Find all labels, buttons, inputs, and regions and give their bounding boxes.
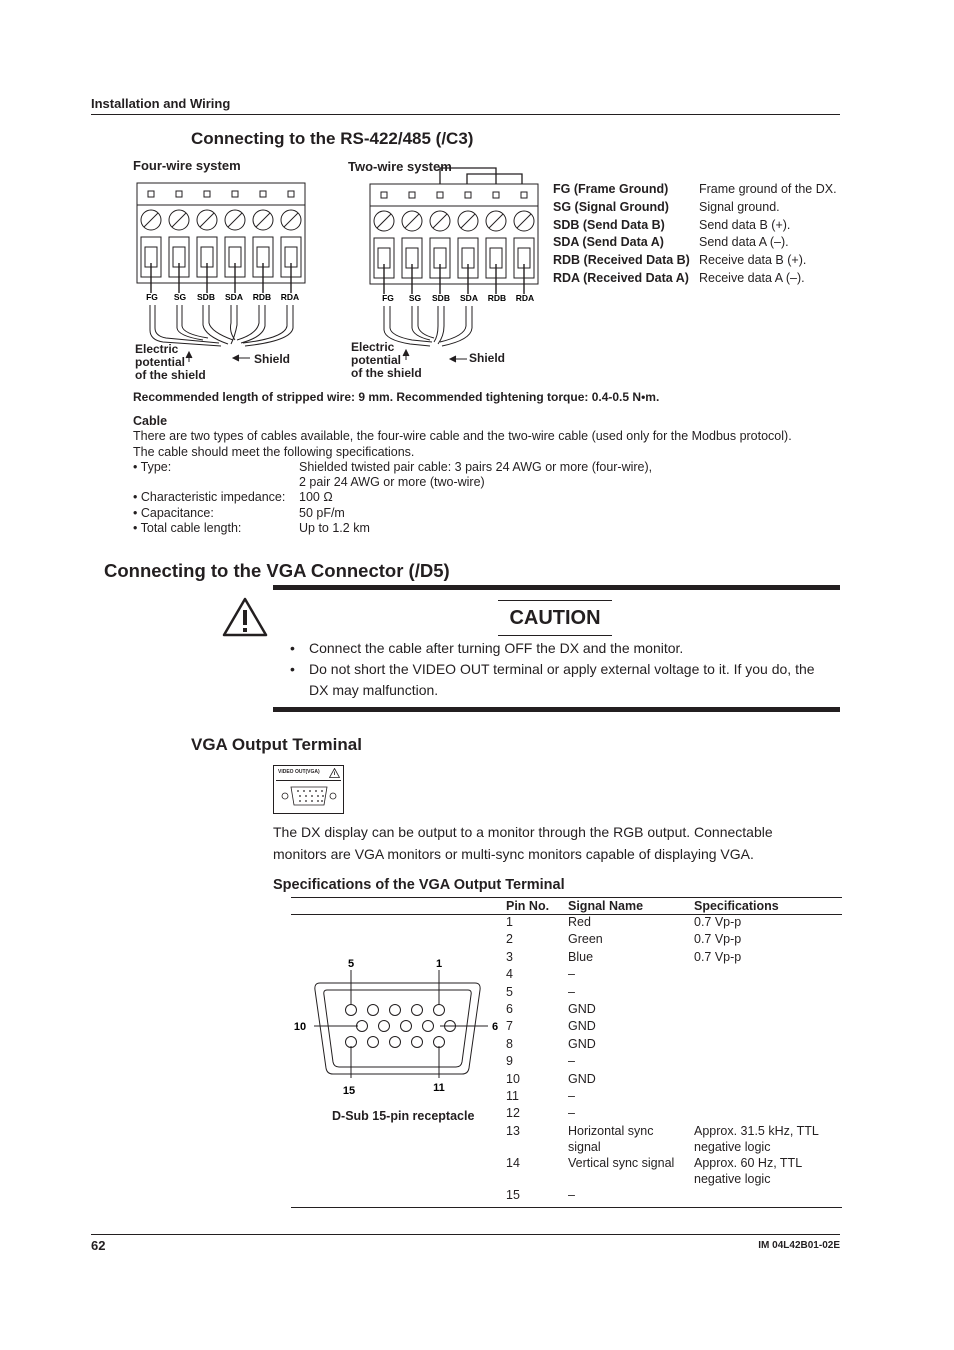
rs-section-title: Connecting to the RS-422/485 (/C3) — [191, 129, 474, 148]
dsub-pin — [401, 1021, 412, 1032]
fw-electric-line3: of the shield — [135, 368, 206, 382]
fw-term-sda: SDA — [225, 292, 243, 302]
dsub-pin1-label: 1 — [435, 958, 443, 970]
caution-bottom-bar — [273, 707, 840, 712]
dsub-pin — [423, 1021, 434, 1032]
def-row-sg — [553, 200, 780, 214]
table-row — [500, 984, 836, 1001]
spec-key: • Type: — [133, 459, 172, 474]
table-row — [500, 1155, 836, 1187]
def-row-rda — [553, 271, 805, 285]
spec-key: • Capacitance: — [133, 505, 214, 520]
def-row-fg — [553, 182, 837, 196]
dsub-pin — [368, 1005, 379, 1016]
spec-value: 50 pF/m — [299, 505, 345, 520]
specification: Approx. 60 Hz, TTL negative logic — [694, 1155, 802, 1186]
recommend-note: Recommended length of stripped wire: 9 mm. Recommended tightening torque: 0.4-0.5 N•m. — [133, 390, 660, 404]
tw-term-sda: SDA — [460, 293, 478, 303]
specification — [688, 1001, 836, 1018]
fw-term-sg: SG — [173, 292, 187, 302]
fw-electric-line1: Electric — [135, 342, 179, 356]
tw-term-rdb: RDB — [487, 293, 507, 303]
specification: 0.7 Vp-p — [694, 949, 742, 964]
dsub-pin — [412, 1037, 423, 1048]
fw-term-rda: RDA — [280, 292, 300, 302]
def-desc: Send data A (–). — [699, 235, 789, 249]
def-term: RDA (Received Data A) — [553, 271, 689, 285]
cable-block — [133, 414, 833, 536]
table-header-row — [500, 897, 836, 914]
spec-value: Up to 1.2 km — [299, 521, 370, 536]
signal-name: GND — [568, 1071, 596, 1086]
def-term: SG (Signal Ground) — [553, 200, 669, 214]
pin-number: 5 — [506, 984, 513, 999]
vga-description: The DX display can be output to a monitor through the RGB output. Connectable monitors are VGA monitors or multi-sync monitors capable of displaying VGA. — [273, 824, 773, 862]
specification — [688, 1036, 836, 1053]
signal-name: GND — [568, 1019, 596, 1034]
signal-name: Blue — [568, 949, 594, 964]
signal-name: Horizontal sync signal — [568, 1123, 654, 1154]
fw-electric-line2: potential — [135, 355, 185, 369]
dsub-pin5-label: 5 — [347, 958, 355, 970]
dsub-pin11-label: 11 — [433, 1082, 445, 1094]
def-term: FG (Frame Ground) — [553, 182, 669, 196]
vga-section-title: Connecting to the VGA Connector (/D5) — [104, 560, 450, 581]
vga-port-label: VIDEO OUT(VGA) — [278, 769, 320, 775]
tw-term-fg: FG — [382, 293, 394, 303]
table-row — [500, 1088, 836, 1105]
dsub-pin — [379, 1021, 390, 1032]
col-signal-name: Signal Name — [568, 898, 644, 913]
def-desc: Receive data B (+). — [699, 253, 807, 267]
specification — [688, 1053, 836, 1070]
vga-port-illustration — [273, 765, 344, 814]
page-number: 62 — [91, 1238, 106, 1253]
signal-name: Vertical sync signal — [568, 1155, 675, 1170]
def-term: SDB (Send Data B) — [553, 218, 665, 232]
def-row-rdb — [553, 253, 807, 267]
def-row-sdb — [553, 218, 791, 232]
cable-spec-capacitance — [133, 506, 833, 521]
tw-electric-line1: Electric — [351, 340, 395, 354]
dsub-pin — [390, 1037, 401, 1048]
table-row — [500, 931, 836, 948]
pin-number: 3 — [506, 949, 513, 964]
def-term: RDB (Received Data B) — [553, 253, 690, 267]
warning-icon — [222, 597, 268, 637]
tw-electric-line2: potential — [351, 353, 401, 367]
spec-value-2: 2 pair 24 AWG or more (two-wire) — [299, 475, 485, 490]
vga-warning-icon — [329, 768, 340, 778]
tw-shield-label: Shield — [469, 351, 506, 365]
caution-item-text: Do not short the VIDEO OUT terminal or apply external voltage to it. If you do, the DX may malfunction. — [309, 661, 815, 698]
tw-term-sdb: SDB — [432, 293, 450, 303]
table-row — [500, 914, 836, 931]
specification — [688, 984, 836, 1001]
pin-number: 14 — [506, 1155, 520, 1170]
dsub-pin6-label: 6 — [491, 1021, 499, 1033]
tw-electric-line3: of the shield — [351, 366, 422, 380]
def-desc: Send data B (+). — [699, 218, 791, 232]
dsub-pin — [412, 1005, 423, 1016]
pin-number: 9 — [506, 1054, 513, 1069]
def-desc: Receive data A (–). — [699, 271, 805, 285]
specification — [688, 1071, 836, 1088]
two-wire-label: Two-wire system — [348, 159, 452, 174]
table-row — [500, 966, 836, 983]
fw-term-rdb: RDB — [252, 292, 272, 302]
cable-p2: The cable should meet the following specifications. — [133, 444, 415, 459]
signal-name: Green — [568, 932, 603, 947]
pin-number: 7 — [506, 1019, 513, 1034]
footer-rule — [91, 1234, 840, 1235]
tw-term-sg: SG — [408, 293, 422, 303]
specification — [688, 1088, 836, 1105]
vga-output-heading: VGA Output Terminal — [191, 735, 362, 754]
specification: 0.7 Vp-p — [694, 932, 742, 947]
table-row — [500, 1123, 836, 1155]
pin-number: 12 — [506, 1106, 520, 1121]
caution-item: • Do not short the VIDEO OUT terminal or apply external voltage to it. If you do, the DX may malfunction. — [290, 661, 815, 698]
signal-name: – — [568, 1187, 575, 1202]
caution-item: • Connect the cable after turning OFF the DX and the monitor. — [290, 640, 684, 656]
signal-name: Red — [568, 915, 591, 929]
table-bottom-rule — [291, 1207, 842, 1208]
caution-top-bar — [273, 585, 840, 590]
tw-term-rda: RDA — [515, 293, 535, 303]
cable-spec-length — [133, 521, 833, 536]
vga-dsub-icon — [280, 783, 338, 809]
def-term: SDA (Send Data A) — [553, 235, 664, 249]
pin-number: 11 — [506, 1088, 519, 1103]
spec-value: 100 Ω — [299, 490, 333, 505]
pin-number: 1 — [506, 915, 513, 929]
signal-name: – — [568, 967, 575, 982]
dsub-pin — [434, 1037, 445, 1048]
dsub-caption: D-Sub 15-pin receptacle — [332, 1109, 475, 1123]
table-row — [500, 949, 836, 966]
dsub-pin — [346, 1037, 357, 1048]
pin-number: 2 — [506, 932, 513, 947]
dsub-pin15-label: 15 — [342, 1085, 356, 1097]
pin-number: 15 — [506, 1187, 520, 1202]
cable-spec-impedance — [133, 490, 833, 505]
specification — [688, 1105, 836, 1122]
caution-item-text: Connect the cable after turning OFF the DX and the monitor. — [309, 640, 684, 656]
dsub-15-diagram — [290, 950, 505, 1100]
def-desc: Frame ground of the DX. — [699, 182, 837, 196]
table-row — [500, 1036, 836, 1053]
fw-shield-label: Shield — [254, 352, 291, 366]
header-rule — [91, 114, 840, 115]
vga-pin-table — [500, 897, 836, 1204]
cable-p1: There are two types of cables available, the four-wire cable and the two-wire cable (used only for the Modbus protocol). — [133, 429, 792, 444]
dsub-pin — [368, 1037, 379, 1048]
specification — [688, 1018, 836, 1035]
pin-number: 8 — [506, 1036, 513, 1051]
pin-number: 13 — [506, 1123, 520, 1138]
table-row — [500, 1071, 836, 1088]
signal-name: – — [568, 1106, 575, 1121]
caution-heading: CAUTION — [498, 600, 612, 636]
spec-key: • Characteristic impedance: — [133, 490, 286, 505]
def-row-sda — [553, 235, 789, 249]
running-header: Installation and Wiring — [91, 96, 231, 111]
table-row — [500, 1105, 836, 1122]
caution-list — [290, 638, 830, 701]
signal-name: GND — [568, 1036, 596, 1051]
fw-term-sdb: SDB — [197, 292, 215, 302]
document-id: IM 04L42B01-02E — [758, 1240, 840, 1251]
pin-number: 10 — [506, 1071, 520, 1086]
signal-name: GND — [568, 1001, 596, 1016]
dsub-pin — [357, 1021, 368, 1032]
dsub-pin10-label: 10 — [293, 1021, 307, 1033]
col-pin-no: Pin No. — [506, 898, 550, 913]
def-desc: Signal ground. — [699, 200, 780, 214]
dsub-pin — [390, 1005, 401, 1016]
dsub-pin — [346, 1005, 357, 1016]
dsub-pin — [434, 1005, 445, 1016]
four-wire-label: Four-wire system — [133, 158, 241, 173]
spec-key: • Total cable length: — [133, 521, 242, 536]
table-row — [500, 1187, 836, 1204]
signal-name: – — [568, 1088, 575, 1103]
signal-name: – — [568, 1054, 575, 1069]
table-row — [500, 1018, 836, 1035]
fw-term-fg: FG — [146, 292, 158, 302]
vga-port-divider — [276, 780, 341, 781]
specification: Approx. 31.5 kHz, TTL negative logic — [694, 1123, 819, 1154]
specification — [688, 1187, 836, 1204]
spec-value: Shielded twisted pair cable: 3 pairs 24 AWG or more (four-wire), — [299, 459, 653, 474]
fw-electric-label — [135, 343, 206, 382]
terminal-definitions — [553, 182, 843, 292]
table-row — [500, 1001, 836, 1018]
signal-name: – — [568, 984, 575, 999]
specification — [688, 966, 836, 983]
cable-spec-type — [133, 460, 833, 491]
vga-specs-title: Specifications of the VGA Output Terminal — [273, 877, 565, 893]
pin-number: 4 — [506, 967, 513, 982]
pin-number: 6 — [506, 1001, 513, 1016]
specification: 0.7 Vp-p — [694, 915, 742, 929]
table-row — [500, 1053, 836, 1070]
col-specifications: Specifications — [694, 898, 779, 913]
tw-electric-label — [351, 341, 422, 380]
cable-heading: Cable — [133, 414, 168, 428]
